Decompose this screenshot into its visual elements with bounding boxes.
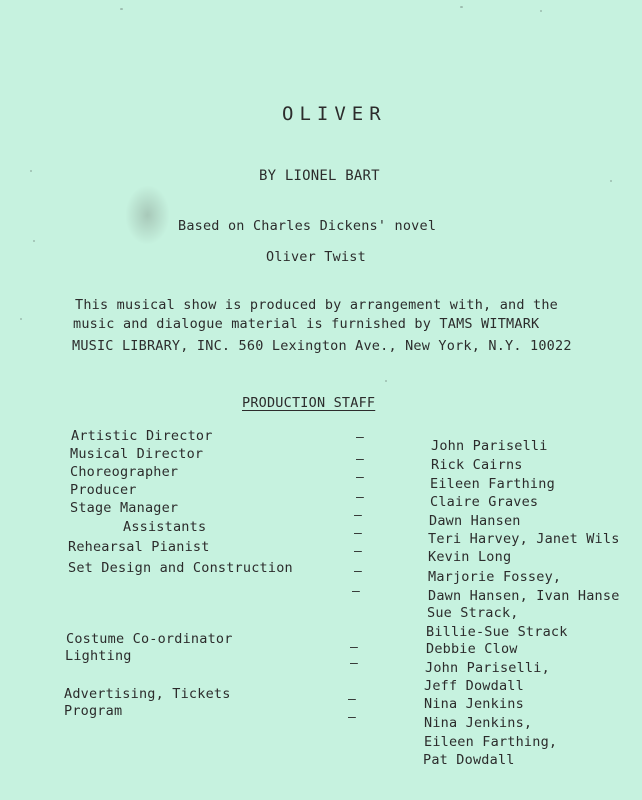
name-entry: Debbie Clow <box>426 641 518 657</box>
paper-speck <box>30 170 32 172</box>
role-advertising-tickets: Advertising, Tickets <box>64 686 231 702</box>
byline: BY LIONEL BART <box>259 168 380 184</box>
separator-dash: – <box>350 656 358 671</box>
paper-smudge <box>125 185 170 245</box>
notice-line-2: music and dialogue material is furnished by TAMS WITMARK <box>73 316 540 332</box>
paper-speck <box>610 180 612 182</box>
separator-dash: – <box>354 526 362 541</box>
separator-dash: – <box>354 544 362 559</box>
notice-line-1: This musical show is produced by arrangement with, and the <box>75 297 559 313</box>
based-on-line: Based on Charles Dickens' novel <box>178 218 437 234</box>
role-set-design: Set Design and Construction <box>68 560 293 576</box>
name-entry: Kevin Long <box>428 549 512 565</box>
role-choreographer: Choreographer <box>70 464 179 480</box>
name-entry: Dawn Hansen <box>429 513 521 529</box>
name-entry: Nina Jenkins <box>424 696 524 712</box>
separator-dash: – <box>348 692 356 707</box>
role-stage-manager: Stage Manager <box>70 500 179 516</box>
separator-dash: – <box>352 584 360 599</box>
paper-speck <box>20 318 22 320</box>
name-entry: John Pariselli, <box>425 660 550 676</box>
role-producer: Producer <box>70 482 137 498</box>
name-entry: Rick Cairns <box>431 457 523 473</box>
production-staff-heading: PRODUCTION STAFF <box>242 395 376 411</box>
separator-dash: – <box>356 430 364 445</box>
role-costume-coordinator: Costume Co-ordinator <box>66 631 233 647</box>
notice-line-3: MUSIC LIBRARY, INC. 560 Lexington Ave., New York, N.Y. 10022 <box>72 338 572 354</box>
role-musical-director: Musical Director <box>70 446 204 462</box>
role-artistic-director: Artistic Director <box>71 428 213 444</box>
separator-dash: – <box>354 564 362 579</box>
name-entry: Teri Harvey, Janet Wils <box>428 531 620 547</box>
paper-speck <box>460 6 463 8</box>
paper-speck <box>540 10 542 12</box>
name-entry: Nina Jenkins, <box>424 715 533 731</box>
show-title: OLIVER <box>282 103 387 125</box>
role-rehearsal-pianist: Rehearsal Pianist <box>68 539 210 555</box>
separator-dash: – <box>354 508 362 523</box>
separator-dash: – <box>348 710 356 725</box>
paper-speck <box>120 8 123 10</box>
name-entry: Sue Strack, <box>427 605 519 621</box>
name-entry: Claire Graves <box>430 494 539 510</box>
role-lighting: Lighting <box>65 648 132 664</box>
name-entry: Marjorie Fossey, <box>428 569 562 585</box>
paper-speck <box>33 240 35 242</box>
role-assistants: Assistants <box>123 519 207 535</box>
novel-title: Oliver Twist <box>266 249 366 265</box>
name-entry: Eileen Farthing, <box>424 734 558 750</box>
separator-dash: – <box>350 640 358 655</box>
name-entry: John Pariselli <box>431 438 548 454</box>
paper-speck <box>385 380 387 382</box>
name-entry: Pat Dowdall <box>423 752 515 768</box>
name-entry: Dawn Hansen, Ivan Hanse <box>428 588 620 604</box>
name-entry: Eileen Farthing <box>430 476 555 492</box>
name-entry: Billie-Sue Strack <box>426 624 568 640</box>
separator-dash: – <box>356 490 364 505</box>
role-program: Program <box>64 703 123 719</box>
separator-dash: – <box>356 452 364 467</box>
separator-dash: – <box>356 470 364 485</box>
name-entry: Jeff Dowdall <box>424 678 524 694</box>
